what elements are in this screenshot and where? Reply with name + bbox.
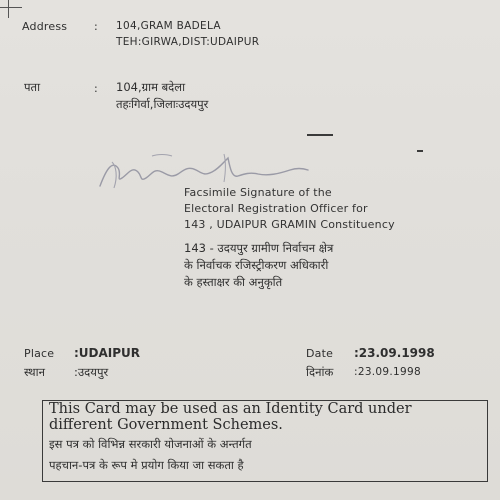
address-label: Address xyxy=(22,20,68,33)
signature-caption-line-3: 143 , UDAIPUR GRAMIN Constituency xyxy=(184,218,395,231)
place-value: :UDAIPUR xyxy=(74,346,141,360)
signature-caption-line-2: Electoral Registration Officer for xyxy=(184,202,368,215)
place-label: Place xyxy=(24,347,55,360)
date-hindi-value: :23.09.1998 xyxy=(354,366,421,378)
address-line-1: 104,GRAM BADELA xyxy=(116,20,221,32)
identity-card-notice xyxy=(42,400,488,482)
print-dot-mark xyxy=(417,150,423,152)
place-hindi-value: :उदयपुर xyxy=(74,365,109,379)
address-line-2: TEH:GIRWA,DIST:UDAIPUR xyxy=(116,36,260,48)
date-value: :23.09.1998 xyxy=(354,346,435,360)
place-hindi-label: स्थान xyxy=(24,365,45,379)
address-hindi-label: पता xyxy=(24,80,41,94)
signature-caption-hindi-1: 143 - उदयपुर ग्रामीण निर्वाचन क्षेत्र xyxy=(184,241,334,255)
notice-english-line-2: different Government Schemes. xyxy=(49,417,283,433)
address-hindi-line-1: 104,ग्राम बदेला xyxy=(116,80,186,94)
notice-hindi-line-1: इस पत्र को विभिन्न सरकारी योजनाओं के अन्तर्गत xyxy=(49,437,252,451)
address-hindi-line-2: तहःगिर्वा,जिलाःउदयपुर xyxy=(116,97,209,111)
signature-caption-hindi-2: के निर्वाचक रजिस्ट्रीकरण अधिकारी xyxy=(184,258,329,272)
notice-hindi-line-2: पहचान-पत्र के रूप मे प्रयोग किया जा सकता है xyxy=(49,458,244,472)
signature-caption-hindi-3: के हस्ताक्षर की अनुकृति xyxy=(184,275,283,289)
print-dash-mark xyxy=(307,134,333,136)
crop-mark-horizontal xyxy=(0,7,22,8)
signature-caption-line-1: Facsimile Signature of the xyxy=(184,186,332,199)
address-colon: : xyxy=(94,20,98,33)
date-label: Date xyxy=(306,347,334,360)
address-hindi-colon: : xyxy=(94,82,98,95)
notice-english-line-1: This Card may be used as an Identity Card under xyxy=(49,401,412,417)
date-hindi-label: दिनांक xyxy=(306,365,334,379)
crop-mark-vertical xyxy=(8,0,9,18)
